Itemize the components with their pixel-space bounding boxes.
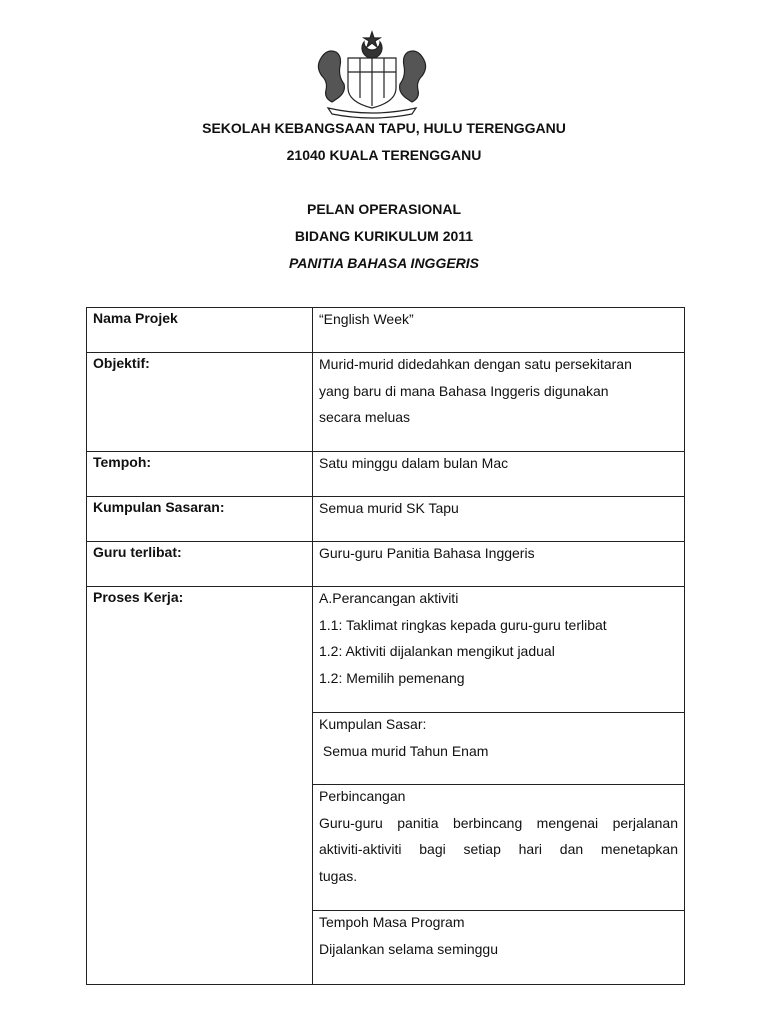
kumpulan-sasar-line: Semua murid Tahun Enam xyxy=(319,742,489,759)
school-name: SEKOLAH KEBANGSAAN TAPU, HULU TERENGGANU xyxy=(202,120,566,136)
perancangan-line: 1.2: Aktiviti dijalankan mengikut jadual xyxy=(319,643,555,659)
row-value-guru-terlibat: Guru-guru Panitia Bahasa Inggeris xyxy=(319,545,535,561)
table-row xyxy=(87,497,685,542)
kumpulan-sasar-line: Kumpulan Sasar: xyxy=(319,716,427,732)
row-value-nama-projek: “English Week” xyxy=(319,311,414,327)
operational-plan-table xyxy=(86,307,685,985)
perbincangan-line: tugas. xyxy=(319,867,358,884)
table-row xyxy=(87,353,685,452)
objektif-line: secara meluas xyxy=(319,409,411,425)
row-label-guru-terlibat: Guru terlibat: xyxy=(93,544,182,560)
row-label-nama-projek: Nama Projek xyxy=(93,310,178,326)
perbincangan-line: Perbincangan xyxy=(319,788,406,804)
perbincangan-line: Guru-guru panitia berbincang mengenai perjalanan xyxy=(319,814,678,831)
row-label-kumpulan-sasaran: Kumpulan Sasaran: xyxy=(93,499,225,515)
perancangan-line: 1.2: Memilih pemenang xyxy=(319,669,465,686)
table-row xyxy=(87,308,685,353)
objektif-line: Murid-murid didedahkan dengan satu persekitaran xyxy=(319,356,632,372)
document-panel-title: PANITIA BAHASA INGGERIS xyxy=(288,255,480,271)
table-row xyxy=(87,587,685,713)
school-address: 21040 KUALA TERENGGANU xyxy=(286,147,482,163)
tempoh-masa-line: Dijalankan selama seminggu xyxy=(319,940,498,957)
row-label-tempoh: Tempoh: xyxy=(93,454,152,470)
objektif-line: yang baru di mana Bahasa Inggeris digunakan xyxy=(319,382,609,399)
document-subtitle: BIDANG KURIKULUM 2011 xyxy=(294,228,474,244)
row-label-proses-kerja: Proses Kerja: xyxy=(93,589,184,605)
table-row xyxy=(87,452,685,497)
document-title: PELAN OPERASIONAL xyxy=(306,201,461,217)
perbincangan-line: aktiviti-aktiviti bagi setiap hari dan menetapkan xyxy=(319,841,678,857)
perancangan-line: A.Perancangan aktiviti xyxy=(319,590,459,606)
table-row xyxy=(87,542,685,587)
row-value-kumpulan-sasaran: Semua murid SK Tapu xyxy=(319,500,459,516)
row-value-tempoh: Satu minggu dalam bulan Mac xyxy=(319,455,509,471)
row-label-objektif: Objektif: xyxy=(93,355,150,371)
perancangan-line: 1.1: Taklimat ringkas kepada guru-guru terlibat xyxy=(319,616,607,633)
crest-emblem-logo xyxy=(308,30,436,120)
tempoh-masa-line: Tempoh Masa Program xyxy=(319,914,465,930)
